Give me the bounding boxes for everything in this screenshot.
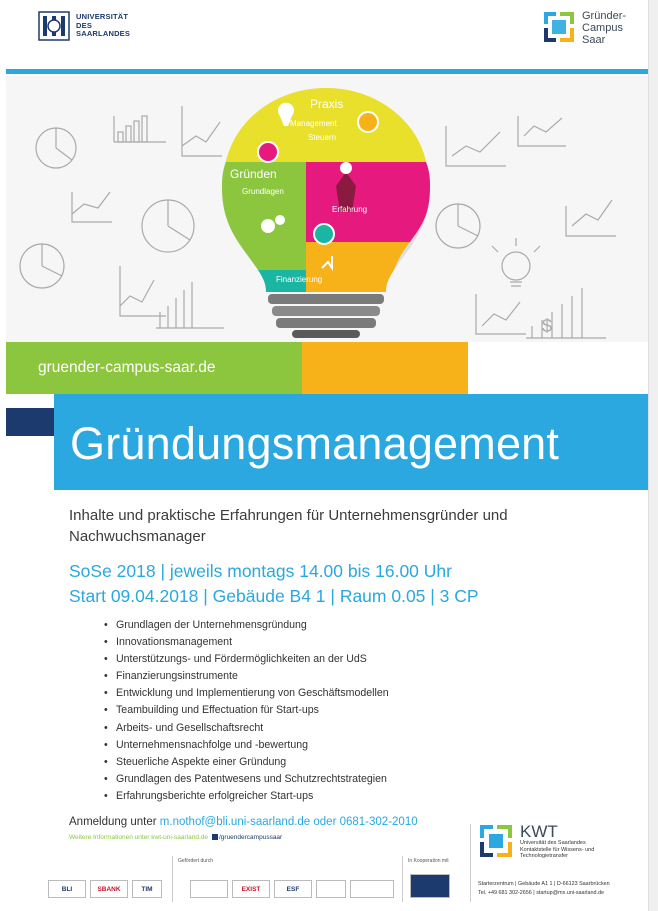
- kwt-line: Universität des Saarlandes: [520, 840, 586, 846]
- kwt-address: Starterzentrum | Gebäude A1 1 | D-66123 Saarbrücken: [478, 881, 610, 887]
- page-title: Gründungsmanagement: [70, 418, 560, 469]
- kwt-name: KWT: [520, 822, 558, 841]
- sbank-logo: SBANK: [90, 880, 128, 898]
- gc-line-1: Gründer-: [582, 10, 627, 22]
- kwt-logo: [478, 823, 640, 860]
- topic-item: • Steuerliche Aspekte einer Gründung: [104, 754, 389, 771]
- navy-accent: [6, 408, 54, 436]
- topic-item: • Arbeits- und Gesellschaftsrecht: [104, 720, 389, 737]
- hero-illustration: [6, 76, 658, 342]
- uds-line-3: SAARLANDES: [76, 29, 131, 39]
- accent-band: [302, 342, 468, 394]
- registration-prefix: Anmeldung unter: [69, 816, 160, 828]
- uds-line-1: UNIVERSITÄT: [76, 12, 129, 22]
- funder-logo-eu: [316, 880, 346, 898]
- bulb-label-steuern: Steuern: [308, 133, 337, 142]
- bulb-label-erfahrung: Erfahrung: [332, 205, 368, 214]
- uds-crest-icon: [38, 10, 70, 42]
- more-info-link[interactable]: Weitere Informationen unter kwt-uni-saarland.de: [69, 834, 208, 841]
- topic-item: • Unterstützungs- und Fördermöglichkeiten an der UdS: [104, 651, 389, 668]
- footer-divider: [470, 824, 471, 902]
- registration-line: [69, 816, 418, 828]
- funder-logo-exist: EXIST: [232, 880, 270, 898]
- bulb-base: [268, 294, 384, 338]
- uds-line-2: DES: [76, 20, 93, 30]
- sketch-charts-right: [436, 116, 616, 338]
- more-info-line: [69, 834, 282, 841]
- page-edge: [648, 0, 658, 911]
- topic-item: • Entwicklung und Implementierung von Geschäftsmodellen: [104, 685, 389, 702]
- gc-line-2: Campus: [582, 22, 623, 34]
- funder-logo-bmwi: [190, 880, 228, 898]
- footer-divider: [172, 856, 173, 902]
- topic-item: • Finanzierungsinstrumente: [104, 668, 389, 685]
- cooperation-label: In Kooperation mit: [408, 858, 449, 864]
- gruender-campus-logo: [542, 10, 626, 46]
- bulb-label-management: Management: [290, 119, 337, 128]
- website-url[interactable]: gruender-campus-saar.de: [38, 359, 216, 376]
- topic-item: • Grundlagen des Patentwesens und Schutzrechtstrategien: [104, 771, 389, 788]
- cooperation-logo: [410, 874, 450, 898]
- bulb-label-finanzierung: Finanzierung: [276, 275, 323, 284]
- topic-item: • Teambuilding und Effectuation für Start-ups: [104, 702, 389, 719]
- bulb-label-gruenden: Gründen: [230, 167, 277, 181]
- svg-text:$: $: [542, 316, 553, 336]
- topic-item: • Innovationsmanagement: [104, 634, 389, 651]
- footer-divider: [402, 856, 403, 902]
- kwt-address-block: [478, 880, 610, 898]
- kwt-mark-icon: [478, 823, 514, 859]
- location-line: Start 09.04.2018 | Gebäude B4 1 | Raum 0.05 | 3 CP: [69, 586, 479, 606]
- facebook-handle[interactable]: /gruendercampussaar: [218, 834, 283, 841]
- registration-contact[interactable]: m.nothof@bli.uni-saarland.de oder 0681-302-2010: [159, 816, 418, 828]
- kwt-line: Technologietransfer: [520, 853, 569, 859]
- top-rule: [6, 69, 658, 74]
- hero-svg: [6, 76, 658, 342]
- funder-logo-esf: ESF: [274, 880, 312, 898]
- bulb-label-grundlagen: Grundlagen: [242, 187, 284, 196]
- topic-item: • Erfahrungsberichte erfolgreicher Start-ups: [104, 788, 389, 805]
- funded-by-label: Gefördert durch: [178, 858, 214, 864]
- kwt-contact: Tel. +49 681 302-2656 | startup@mx.uni-saarland.de: [478, 890, 604, 896]
- bli-logo: BLI: [48, 880, 86, 898]
- topic-item: • Unternehmensnachfolge und -bewertung: [104, 737, 389, 754]
- facebook-icon: [212, 834, 218, 840]
- topic-list: [104, 617, 389, 805]
- schedule-line: SoSe 2018 | jeweils montags 14.00 bis 16.00 Uhr: [69, 561, 452, 581]
- funder-logo-saarland: [350, 880, 394, 898]
- bulb-label-praxis: Praxis: [310, 97, 344, 111]
- gruender-campus-mark-icon: [542, 10, 576, 44]
- sketch-charts-left: [20, 106, 224, 328]
- uds-logo: [38, 10, 130, 42]
- tim-logo: TIM: [132, 880, 162, 898]
- gc-line-3: Saar: [582, 34, 606, 46]
- subtitle: Inhalte und praktische Erfahrungen für Unternehmensgründer und Nachwuchsmanager: [69, 507, 508, 545]
- topic-item: • Grundlagen der Unternehmensgründung: [104, 617, 389, 634]
- kwt-line: Kontaktstelle für Wissens- und: [520, 846, 595, 853]
